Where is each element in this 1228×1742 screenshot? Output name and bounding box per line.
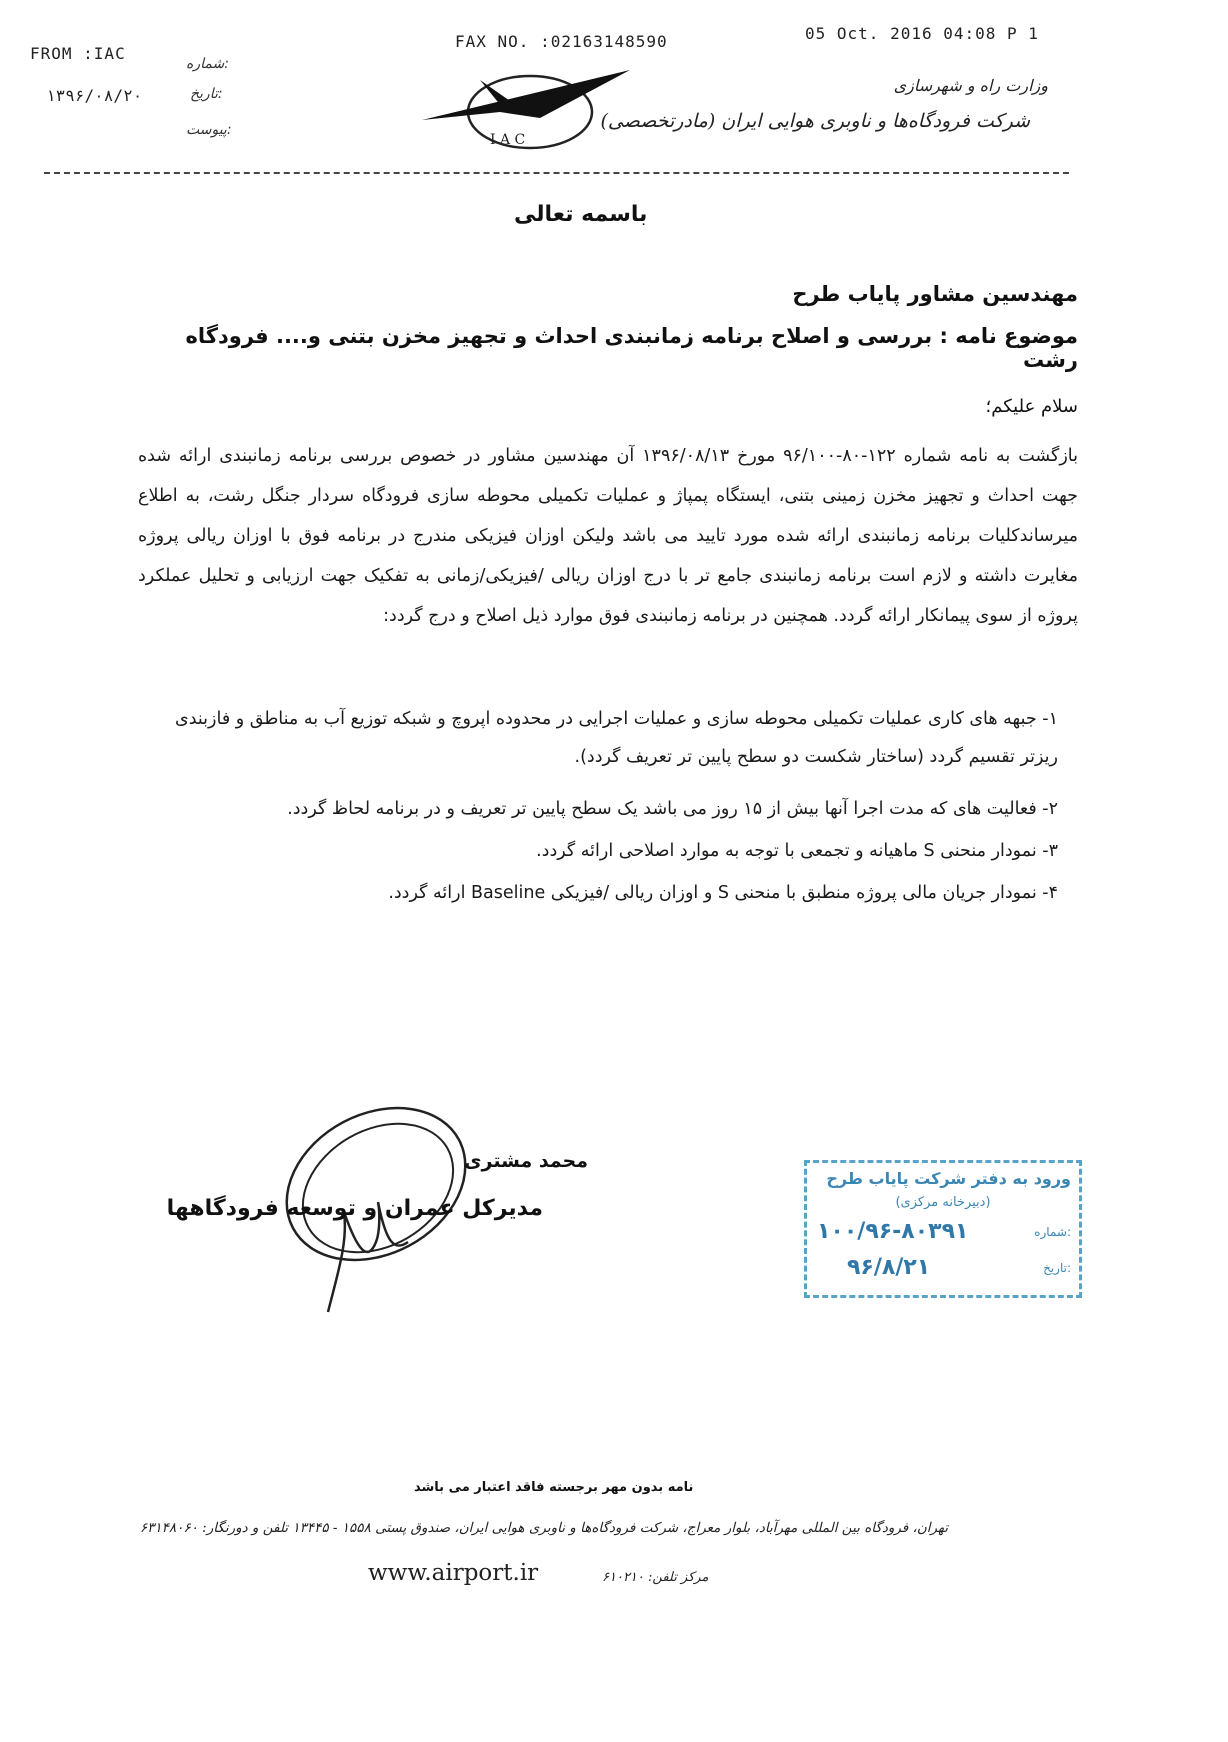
signatory-title: مدیرکل عمران و توسعه فرودگاهها bbox=[166, 1196, 543, 1221]
letter-date-label: تاریخ: bbox=[190, 86, 223, 102]
footer-address: تهران، فرودگاه بین المللی مهرآباد، بلوار معراج، شرکت فرودگاه‌ها و ناوبری هوایی ایران، صندوق پستی ۱۵۵۸ - ۱۳۴۴۵ تلفن و دورنگار: ۶۳۱۴۸۰۶۰ bbox=[139, 1520, 948, 1536]
letter-number-label: شماره: bbox=[186, 56, 229, 72]
ministry-name: وزارت راه و شهرسازی bbox=[893, 76, 1048, 95]
signatory-name: محمد مشتری bbox=[464, 1150, 588, 1172]
recipient: مهندسین مشاور پایاب طرح bbox=[792, 282, 1078, 306]
subject: موضوع نامه : بررسی و اصلاح برنامه زمانبندی احداث و تجهیز مخزن بتنی و.... فرودگاه رشت bbox=[185, 324, 1078, 372]
stamp-line2: (دبیرخانه مرکزی) bbox=[895, 1195, 991, 1210]
stamp-date-value: ۹۶/۸/۲۱ bbox=[847, 1255, 931, 1280]
stamp-date-label: تاریخ: bbox=[1043, 1261, 1071, 1275]
body-paragraph: بازگشت به نامه شماره ۱۲۲-۸۰-۹۶/۱۰۰ مورخ ۱۳۹۶/۰۸/۱۳ آن مهندسین مشاور در خصوص بررسی برنامه زمانبندی ارائه شده جهت احداث و تجهیز مخزن زمینی بتنی، ایستگاه پمپاژ و عملیات تکمیلی محوطه سازی فرودگاه سردار جنگل رشت، به اطلاع میرساندکلیات برنامه زمانبندی ارائه شده مورد تایید می باشد ولیکن اوزان فیزیکی مندرج در برنامه فوق با اوزان ریالی پروژه مغایرت داشته و لازم است برنامه زمانبندی جامع تر با درج اوزان ریالی /فیزیکی/زمانی به تفکیک جهت ارزیابی و تحلیل عملکرد پروژه از سوی پیمانکار ارائه گردد. همچنین در برنامه زمانبندی فوق موارد ذیل اصلاح و درج گردد: bbox=[138, 446, 1078, 626]
stamp-line1: ورود به دفتر شرکت پایاب طرح bbox=[826, 1169, 1071, 1188]
letter-attachment-label: پیوست: bbox=[186, 122, 232, 138]
greeting: سلام علیکم؛ bbox=[985, 396, 1078, 417]
company-name: شرکت فرودگاه‌ها و ناوبری هوایی ایران (مادرتخصصی) bbox=[600, 110, 1030, 132]
salutation-top: باسمه تعالی bbox=[514, 202, 648, 227]
stamp-number-value: ۱۰۰/۹۶-۸۰۳۹۱ bbox=[817, 1219, 969, 1244]
list-item-1: ۱- جبهه های کاری عملیات تکمیلی محوطه سازی و عملیات اجرایی در محدوده اپروچ و شبکه توزیع آب به مناطق و فازبندی ریزتر تقسیم گردد (ساختار شکست دو سطح پایین تر تعریف گردد). bbox=[175, 709, 1058, 767]
stamp-number-label: شماره: bbox=[1034, 1225, 1071, 1239]
fax-number: FAX NO. :02163148590 bbox=[455, 32, 668, 51]
footer-website[interactable]: www.airport.ir bbox=[368, 1560, 539, 1586]
footer-note: نامه بدون مهر برجسته فاقد اعتبار می باشد bbox=[414, 1480, 694, 1495]
list-item-2: ۲- فعالیت های که مدت اجرا آنها بیش از ۱۵ روز می باشد یک سطح پایین تر تعریف و در برنامه لحاظ گردد. bbox=[287, 799, 1058, 819]
list-item-3: ۳- نمودار منحنی S ماهیانه و تجمعی با توجه به موارد اصلاحی ارائه گردد. bbox=[536, 841, 1058, 861]
iac-logo bbox=[420, 52, 640, 152]
footer-center-phone: مرکز تلفن: ۶۱۰۲۱۰ bbox=[602, 1570, 709, 1585]
letter-date-value: ۱۳۹۶/۰۸/۲۰ bbox=[46, 86, 143, 105]
fax-from: FROM :IAC bbox=[30, 44, 126, 63]
receipt-stamp bbox=[804, 1160, 1082, 1298]
iac-logo-icon bbox=[420, 52, 640, 152]
header-divider bbox=[44, 172, 1069, 174]
fax-datetime: 05 Oct. 2016 04:08 P 1 bbox=[805, 24, 1039, 43]
logo-letters: I A C bbox=[490, 132, 526, 148]
list-item-4: ۴- نمودار جریان مالی پروژه منطبق با منحنی S و اوزان ریالی /فیزیکی Baseline ارائه گردد. bbox=[388, 883, 1058, 903]
